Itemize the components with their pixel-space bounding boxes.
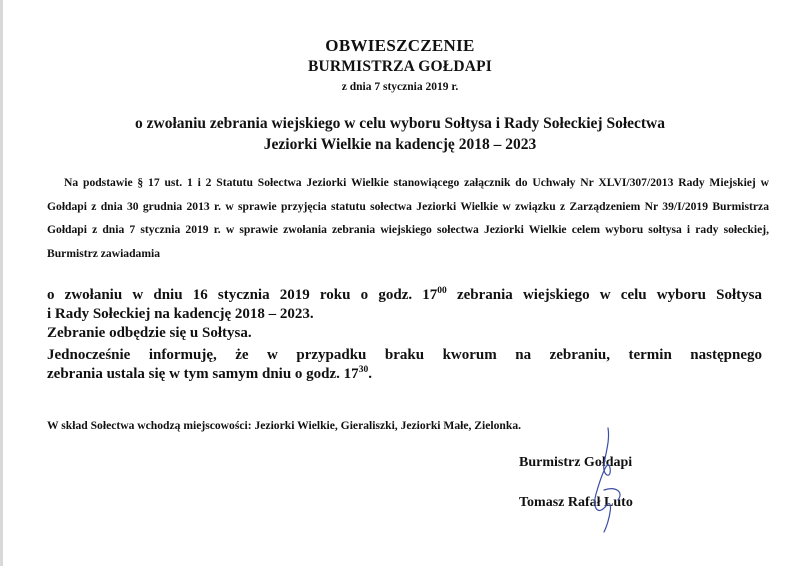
subject-line-1: o zwołaniu zebrania wiejskiego w celu wyboru Sołtysa i Rady Sołeckiej Sołectwa [135, 115, 665, 132]
document-issuer: BURMISTRZA GOŁDAPI [307, 58, 493, 75]
document-title: OBWIESZCZENIE [325, 36, 475, 55]
announcement-paragraph [47, 286, 762, 324]
villages-list: W skład Sołectwa wchodzą miejscowości: Jeziorki Wielkie, Gieraliszki, Jeziorki Małe, Zielonka. [47, 419, 522, 432]
quorum-line-1: Jednocześnie informuję, że w przypadku braku kworum na zebraniu, termin następnego [47, 347, 762, 363]
handwritten-signature [560, 420, 650, 540]
signatory-role: Burmistrz Gołdapi [519, 455, 633, 470]
legal-basis-paragraph: Na podstawie § 17 ust. 1 i 2 Statutu Sołectwa Jeziorki Wielkie stanowiącego załącznik do Uchwały Nr XLVI/307/2013 Rady Miejskiej w Gołdapi z dnia 30 grudnia 2013 r. w sprawie przyjęcia statutu sołectwa Jeziorki Wielkie w związku z Zarządzeniem Nr 39/I/2019 Burmistrza Gołdapi z dnia 7 stycznia 2019 r. w sprawie zwołania zebrania wiejskiego sołectwa Jeziorki Wielkie celem wyboru sołtysa i rady sołeckiej, Burmistrz zawiadamia [47, 176, 769, 260]
announcement-line-2: i Rady Sołeckiej na kadencję 2018 – 2023. [47, 306, 314, 322]
document-date: z dnia 7 stycznia 2019 r. [341, 81, 459, 93]
quorum-time-sup: 30 [358, 365, 369, 375]
announcement-line-1: o zwołaniu w dniu 16 stycznia 2019 roku o godz. $17^{00}$ zebrania wiejskiego w celu wyboru Sołtysa [47, 286, 762, 303]
meeting-location: Zebranie odbędzie się u Sołtysa. [47, 325, 252, 341]
quorum-line-2: zebrania ustala się w tym samym dniu o godz. $17^{30}$. [47, 365, 372, 382]
quorum-notice [47, 346, 762, 384]
time-minutes-sup: 00 [437, 286, 447, 296]
subject-line-2: Jeziorki Wielkie na kadencję 2018 – 2023 [263, 136, 537, 153]
signatory-name: Tomasz Rafał Luto [519, 495, 633, 510]
